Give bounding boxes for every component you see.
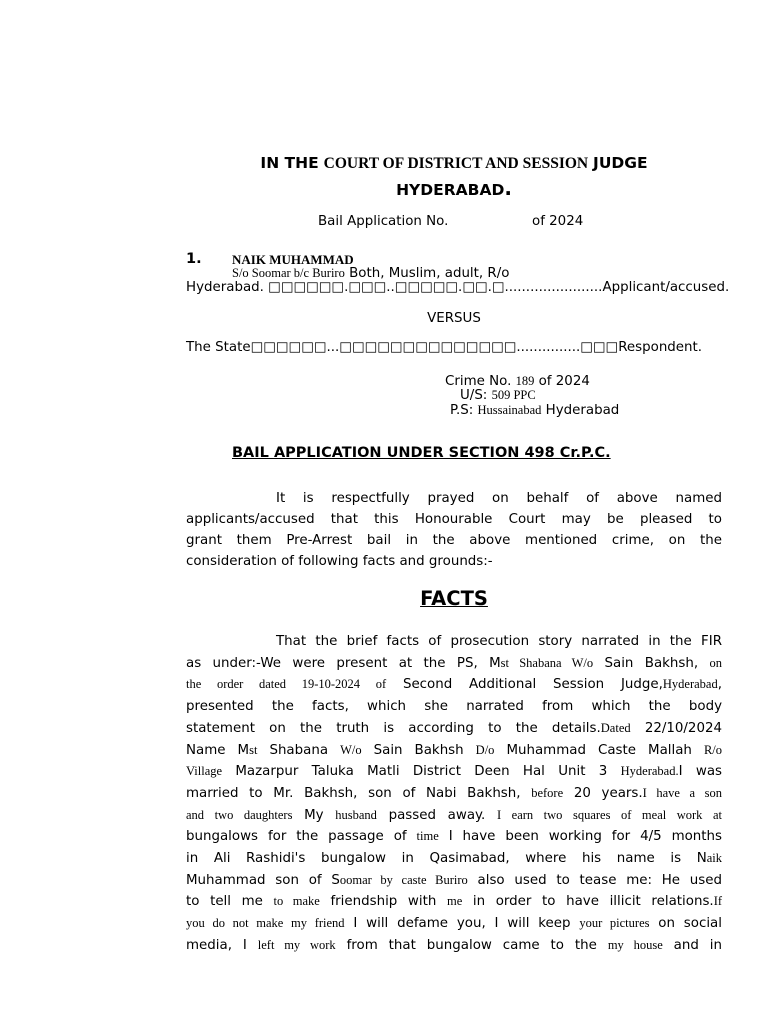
police-station-label: P.S: (450, 403, 478, 418)
facts-line-6-g: Muhammad Caste Mallah (494, 742, 704, 758)
facts-line-11-a: in Ali Rashidi's bungalow in Qasimabad, where his name is N (186, 851, 707, 867)
facts-line-8-a: married to Mr. Bakhsh, son of Nabi Bakhsh, (186, 785, 532, 801)
facts-paragraph (186, 631, 722, 957)
court-title (0, 154, 768, 173)
facts-line-13-b: to make (273, 894, 320, 909)
facts-line-15-e: and in (662, 937, 722, 953)
versus-label: VERSUS (427, 311, 481, 326)
court-title-judge: JUDGE (593, 154, 648, 172)
facts-line-10-b: time (416, 829, 439, 844)
facts-line-3-b: Second Additional Session Judge, (386, 677, 663, 693)
facts-line-8-d: I have a son (642, 785, 723, 800)
facts-line-6-h: R/o (703, 742, 722, 757)
facts-line-13 (186, 891, 722, 913)
facts-line-5 (186, 718, 722, 740)
court-title-in-the: IN THE (260, 154, 319, 172)
facts-line-15-d: my house (607, 937, 663, 952)
facts-line-12-d: also used to tease me: He used (467, 872, 723, 888)
crime-number-year: of 2024 (534, 374, 590, 389)
facts-line-12-a: Muhammad son of S (186, 872, 340, 888)
crime-section (460, 388, 536, 403)
facts-line-4: presented the facts, which she narrated from which the body (186, 699, 722, 715)
facts-line-9-a: and two daughters (186, 807, 293, 822)
facts-line-15 (186, 935, 722, 957)
facts-line-5-c: 22/10/2024 (630, 720, 723, 736)
bail-application-label: Bail Application No. (318, 214, 449, 229)
facts-line-10 (186, 826, 722, 848)
facts-line-9 (186, 805, 722, 827)
bail-application-year: of 2024 (532, 214, 584, 229)
application-heading: BAIL APPLICATION UNDER SECTION 498 Cr.P.C. (232, 445, 611, 461)
facts-line-14-d: on social (649, 916, 722, 932)
applicant-parentage-religion: Both, Muslim, adult, R/o (344, 266, 510, 281)
facts-line-10-c: I have been working for 4/5 months (438, 829, 723, 845)
facts-line-6-a: Name M (186, 742, 250, 758)
facts-line-6-e: Sain Bakhsh (361, 742, 476, 758)
facts-line-2-c: Sain Bakhsh, (593, 655, 710, 671)
facts-line-12-b: oomar (339, 872, 372, 887)
facts-line-12-c: by caste Buriro (371, 872, 468, 887)
facts-line-9-e: I earn two squares of meal work at (496, 807, 722, 822)
court-city-name: HYDERABAD (396, 181, 505, 199)
facts-line-1: That the brief facts of prosecution story narrated in the FIR (276, 634, 722, 649)
crime-section-label: U/S: (460, 388, 492, 403)
court-city-dot: . (504, 176, 512, 200)
facts-line-7-a: Village (186, 764, 223, 779)
facts-line-11 (186, 848, 722, 870)
facts-line-8-c: 20 years. (563, 785, 643, 801)
facts-line-2-a: as under:-We were present at the PS, M (186, 655, 501, 671)
facts-line-6 (186, 740, 722, 762)
facts-line-6-d: W/o (340, 742, 362, 757)
facts-line-8 (186, 783, 722, 805)
applicant-parentage-caste: S/o Soomar b/c Buriro (232, 266, 345, 280)
facts-line-15-a: media, I (186, 937, 258, 953)
facts-line-3-c: Hyderabad (662, 677, 718, 692)
police-station-name: Hussainabad (477, 403, 542, 417)
facts-line-14-b: I will defame you, I will keep (344, 916, 580, 932)
prayer-line-1: It is respectfully prayed on behalf of above named (276, 491, 722, 506)
facts-line-3-a: the order dated 19-10-2024 of (186, 677, 387, 692)
applicant-name: NAIK MUHAMMAD (232, 252, 354, 267)
facts-line-2-d: on (709, 655, 722, 670)
facts-line-13-c: friendship with (319, 894, 447, 910)
applicant-parentage (232, 266, 509, 281)
facts-line-5-a: statement on the truth is according to the details. (186, 720, 601, 736)
crime-number (445, 374, 590, 389)
prayer-line-2: applicants/accused that this Honourable Court may be pleased to (186, 512, 722, 527)
crime-number-value: 189 (515, 374, 535, 388)
facts-line-13-d: me (446, 894, 463, 909)
facts-line-2 (186, 653, 722, 675)
facts-line-6-f: D/o (475, 742, 495, 757)
facts-line-14-c: your pictures (579, 916, 650, 931)
facts-line-13-f: If (713, 894, 723, 909)
facts-line-5-b: Dated (600, 720, 631, 735)
facts-line-13-e: in order to have illicit relations. (462, 894, 714, 910)
facts-line-2-b: st Shabana W/o (500, 655, 594, 670)
facts-line-12 (186, 870, 722, 892)
facts-line-9-b: My (292, 807, 336, 823)
police-station (450, 403, 619, 418)
facts-line-6-b: st (249, 742, 258, 757)
facts-line-15-c: from that bungalow came to the (335, 937, 608, 953)
applicant-address: Hyderabad. □□□□□□.□□□..□□□□□.□□.□....................... (186, 280, 603, 295)
facts-line-7-d: I was (678, 764, 722, 780)
prayer-paragraph (186, 488, 722, 572)
facts-line-3 (186, 674, 722, 696)
facts-line-11-b: aik (706, 851, 722, 866)
crime-section-value: 509 PPC (491, 388, 536, 402)
applicant-address-line (186, 280, 730, 295)
facts-line-14-a: you do not make my friend (186, 916, 345, 931)
facts-line-13-a: to tell me (186, 894, 274, 910)
facts-line-3-d: , (717, 677, 722, 693)
applicant-number: 1. (186, 251, 202, 267)
crime-number-label: Crime No. (445, 374, 516, 389)
police-station-city: Hyderabad (541, 403, 620, 418)
facts-line-15-b: left my work (257, 937, 336, 952)
facts-line-9-d: passed away. (376, 807, 497, 823)
facts-line-6-c: Shabana (257, 742, 341, 758)
respondent-text: The State□□□□□□...□□□□□□□□□□□□□□...............□□□Respondent. (186, 340, 703, 355)
prayer-line-4: consideration of following facts and grounds:- (186, 554, 493, 569)
court-title-court: COURT OF DISTRICT AND SESSION (323, 155, 589, 172)
prayer-line-3: grant them Pre-Arrest bail in the above mentioned crime, on the (186, 533, 722, 548)
facts-line-14 (186, 913, 722, 935)
facts-line-7-c: Hyderabad. (620, 764, 679, 779)
court-city (0, 176, 768, 200)
facts-line-8-b: before (531, 785, 564, 800)
facts-line-9-c: husband (335, 807, 377, 822)
facts-line-7-b: Mazarpur Taluka Matli District Deen Hal Unit 3 (222, 764, 621, 780)
facts-line-7 (186, 761, 722, 783)
facts-heading: FACTS (420, 587, 488, 610)
applicant-role: Applicant/accused. (602, 280, 730, 295)
facts-line-10-a: bungalows for the passage of (186, 829, 417, 845)
respondent-line (186, 340, 703, 355)
